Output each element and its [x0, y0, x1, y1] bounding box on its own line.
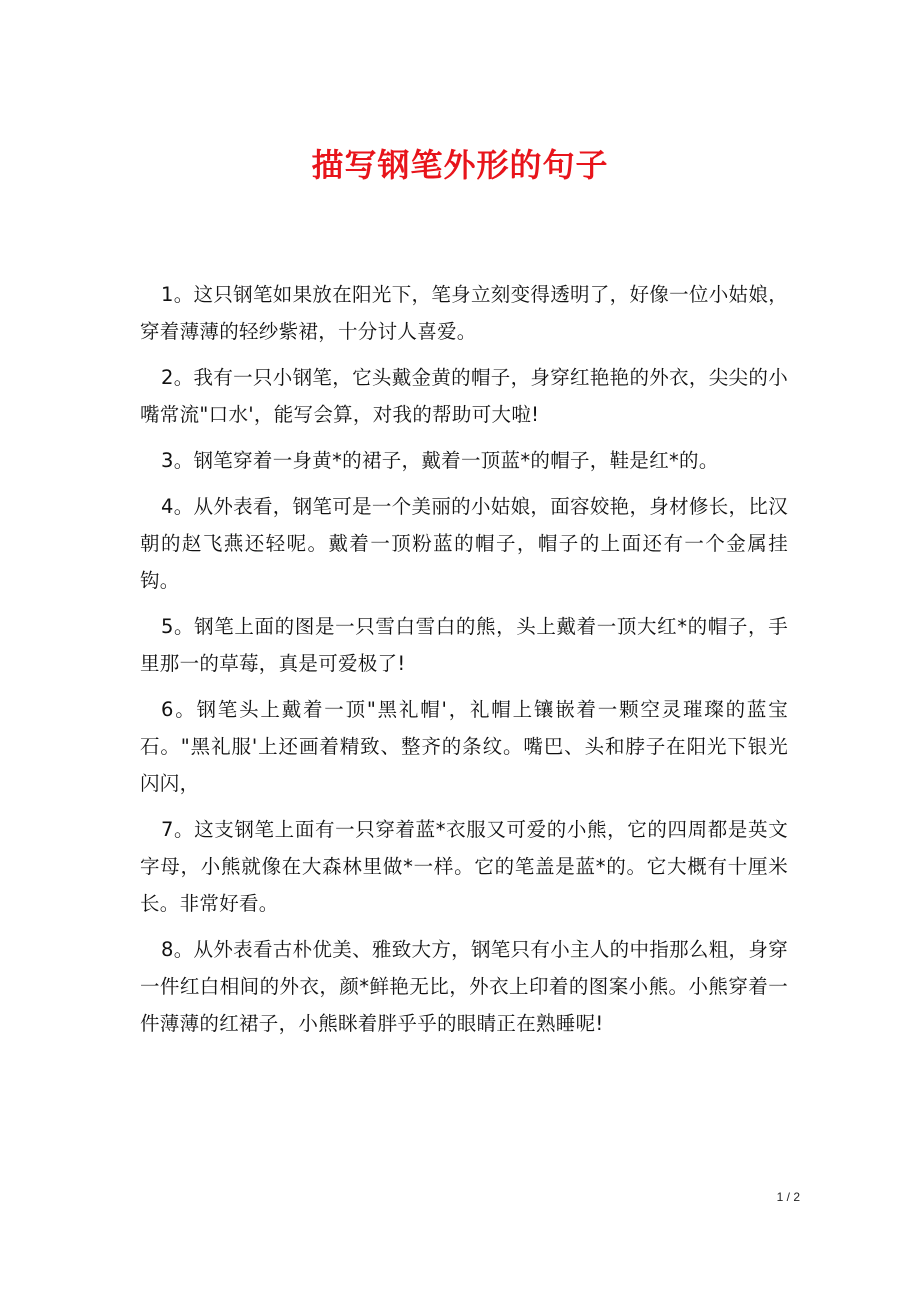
paragraph-1: 1。这只钢笔如果放在阳光下，笔身立刻变得透明了，好像一位小姑娘，穿着薄薄的轻纱紫裙，十分讨人喜爱。 [140, 283, 788, 343]
paragraph-6: 6。钢笔头上戴着一顶"黑礼帽'，礼帽上镶嵌着一颗空灵璀璨的蓝宝石。"黑礼服'上还画着精致、整齐的条纹。嘴巴、头和脖子在阳光下银光闪闪， [140, 698, 788, 795]
paragraph-7: 7。这支钢笔上面有一只穿着蓝*衣服又可爱的小熊，它的四周都是英文字母，小熊就像在大森林里做*一样。它的笔盖是蓝*的。它大概有十厘米长。非常好看。 [140, 818, 788, 915]
page-number: 1 / 2 [776, 1190, 800, 1204]
paragraph-3: 3。钢笔穿着一身黄*的裙子，戴着一顶蓝*的帽子，鞋是红*的。 [161, 449, 719, 472]
paragraph-5: 5。钢笔上面的图是一只雪白雪白的熊，头上戴着一顶大红*的帽子，手里那一的草莓，真是可爱极了! [140, 615, 788, 675]
paragraph-8: 8。从外表看古朴优美、雅致大方，钢笔只有小主人的中指那么粗，身穿一件红白相间的外衣，颜*鲜艳无比，外衣上印着的图案小熊。小熊穿着一件薄薄的红裙子，小熊眯着胖乎乎的眼睛正在熟睡呢! [140, 938, 788, 1035]
paragraph-2: 2。我有一只小钢笔，它头戴金黄的帽子，身穿红艳艳的外衣，尖尖的小嘴常流"口水'，能写会算，对我的帮助可大啦! [140, 366, 788, 426]
document-body [140, 276, 788, 1051]
paragraph-4: 4。从外表看，钢笔可是一个美丽的小姑娘，面容姣艳，身材修长，比汉朝的赵飞燕还轻呢。戴着一顶粉蓝的帽子，帽子的上面还有一个金属挂钩。 [140, 495, 788, 592]
document-title: 描写钢笔外形的句子 [311, 146, 609, 184]
